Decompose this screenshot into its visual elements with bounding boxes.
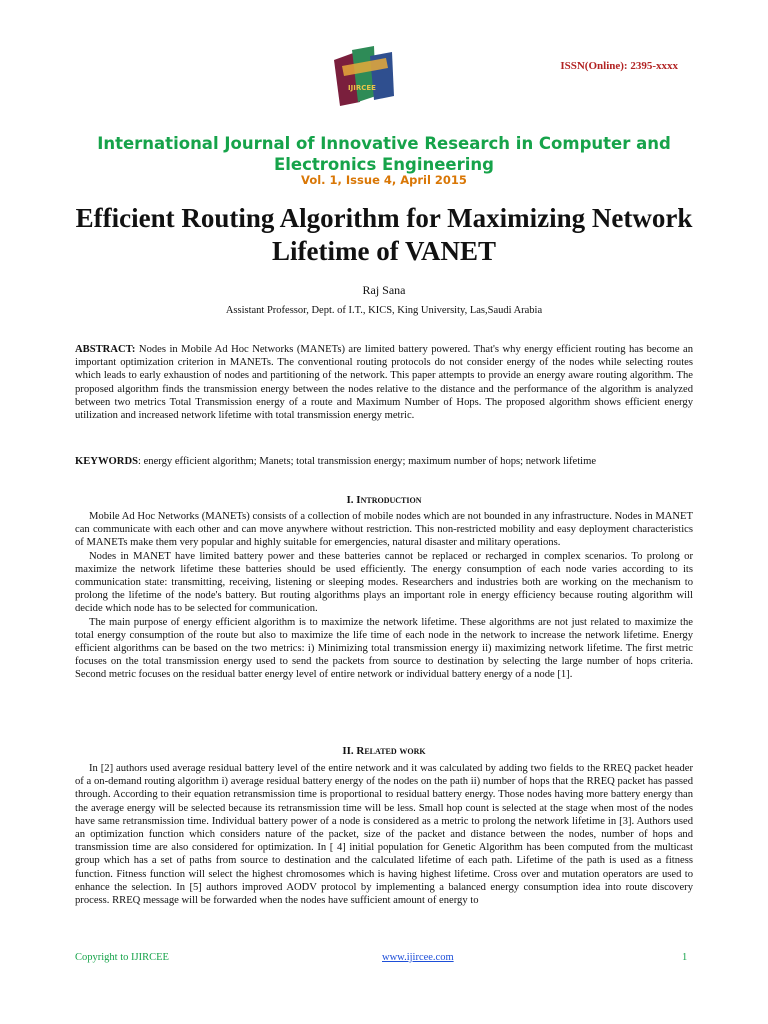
section-number: II. xyxy=(342,745,354,757)
author-affiliation: Assistant Professor, Dept. of I.T., KICS, King University, Las,Saudi Arabia xyxy=(225,305,543,316)
journal-issue: Vol. 1, Issue 4, April 2015 xyxy=(301,173,467,187)
section-introduction xyxy=(75,510,693,682)
keywords-label: KEYWORDS xyxy=(75,456,138,467)
paragraph: In [2] authors used average residual battery level of the entire network and it was calculated by adding two fields to the RREQ packet header of a on-demand routing algorithm i) average residual battery energy of the nodes on the path ii) number of hops that the RREQ packet has passed through. According to their equation retransmission time is proportional to residual battery energy. Those nodes having more battery energy than the average energy will be selected because its retransmission time will be less. Small hop count is selected at the stage when most of the nodes have same retransmission time. Individual battery power of a node is considered as a metric to prolong the network lifetime in [3]. Authors used an optimization function which considers nature of the packet, size of the packet and distance between the nodes, number of hops and transmission time are also considered for optimization. In [ 4] initial population for Genetic Algorithm has been computed from the multicast group which has a set of paths from source to destination and the calculated lifetime of each path. Lifetime of the path is used as a fitness function. Fitness function will select the highest chromosomes which is having highest lifetime. Cross over and mutation operators are used to enhance the selection. In [5] authors improved AODV protocol by implementing a balanced energy consumption idea into route discovery process. RREQ message will be forwarded when the nodes have sufficient amount of energy to xyxy=(75,763,693,907)
author-name: Raj Sana xyxy=(362,283,406,297)
keywords-text: : energy efficient algorithm; Manets; total transmission energy; maximum number of hops; network lifetime xyxy=(137,456,597,467)
section-heading-introduction xyxy=(0,494,768,506)
footer-url-link[interactable]: www.ijircee.com xyxy=(382,952,454,963)
journal-title: International Journal of Innovative Research in Computer and Electronics Engineering xyxy=(97,134,671,174)
paragraph: Mobile Ad Hoc Networks (MANETs) consists of a collection of mobile nodes which are not bounded in any infrastructure. Nodes in MANET can communicate with each other and can move anywhere without restriction. This non-restricted mobility and easy deployment characteristics of MANETs make them very popular and highly suitable for emergencies, natural disaster and military operations. xyxy=(75,511,693,549)
page-number: 1 xyxy=(682,952,688,963)
books-logo-icon xyxy=(330,46,400,108)
abstract-text: Nodes in Mobile Ad Hoc Networks (MANETs) are limited battery powered. That's why energy efficient routing has become an important optimization criterion in MANETs. The conventional routing protocols do not consider energy of the nodes while selecting routes which leads to early exhaustion of nodes and partitioning of the network. This paper attempts to provide an energy aware routing algorithm. The proposed algorithm finds the transmission energy between the nodes relative to the distance and the performance of the algorithm is analyzed between two metrics Total Transmission energy of a route and Maximum Number of Hops. The proposed algorithm shows efficient energy utilization and increased network lifetime with total transmission energy metric. xyxy=(75,344,693,422)
section-title: Introduction xyxy=(356,494,422,506)
section-title: Related work xyxy=(356,745,426,757)
issn: ISSN(Online): 2395-xxxx xyxy=(560,60,678,72)
abstract-label: ABSTRACT: xyxy=(75,344,136,355)
section-heading-related-work xyxy=(0,745,768,757)
paragraph: Nodes in MANET have limited battery power and these batteries cannot be replaced or recharged in complex scenarios. To prolong or maximize the network lifetime these batteries should be used efficiently. The energy consumption of each node varies according to its communication state: transmitting, receiving, listening or sleeping modes. Researchers and industries both are working on the mechanism to prolong the lifetime of the node's battery. But routing algorithms plays an important role in energy efficiency because routing algorithm will decide which node has to be selected for communication. xyxy=(75,550,693,615)
abstract xyxy=(75,343,693,422)
paragraph: The main purpose of energy efficient algorithm is to maximize the network lifetime. These algorithms are not just related to maximize the total energy consumption of the route but also to maximize the life time of each node in the network to increase the network lifetime. Energy efficient algorithms can be based on the two metrics: i) Minimizing total transmission energy ii) maximizing network lifetime. The first metric focuses on the total transmission energy used to send the packets from source to destination by selecting the large number of hops criteria. Second metric focuses on the residual batter energy level of entire network or individual battery energy of a node [1]. xyxy=(75,616,693,681)
journal-logo xyxy=(330,46,400,108)
section-number: I. xyxy=(346,494,354,506)
section-related-work xyxy=(75,762,693,907)
keywords xyxy=(75,455,693,468)
logo-text: IJIRCEE xyxy=(348,84,376,92)
footer-copyright: Copyright to IJIRCEE xyxy=(75,952,169,963)
paper-title: Efficient Routing Algorithm for Maximizing Network Lifetime of VANET xyxy=(75,203,693,266)
